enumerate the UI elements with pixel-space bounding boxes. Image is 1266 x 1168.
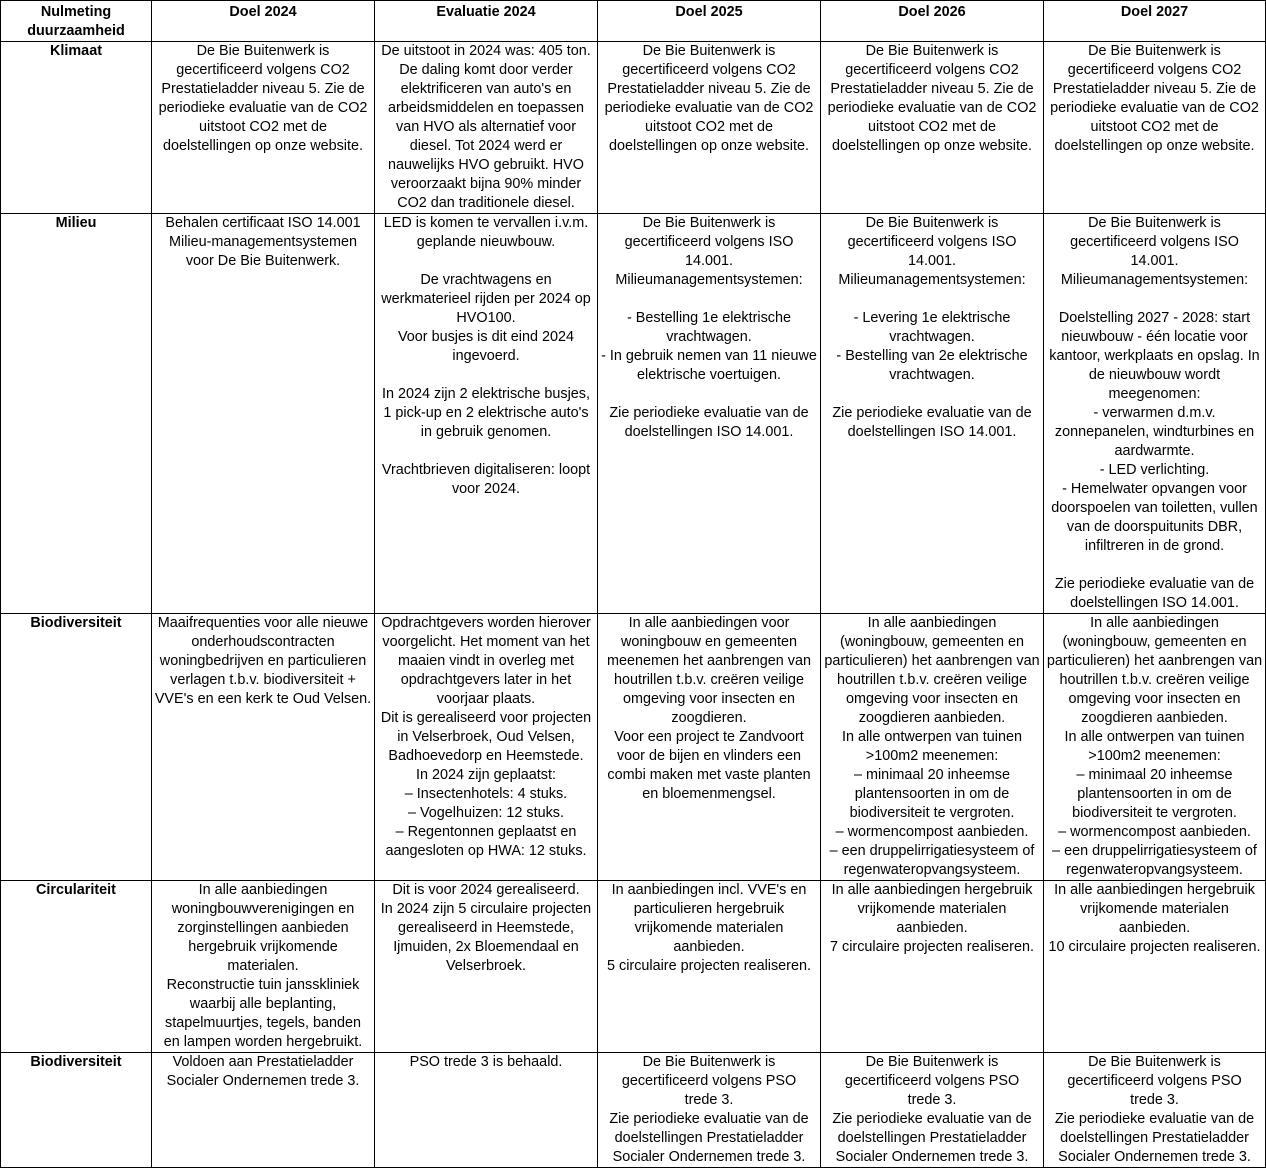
table-cell-line: van HVO als alternatief voor xyxy=(396,119,576,135)
column-header-line: Evaluatie 2024 xyxy=(436,4,536,20)
table-cell-line: doelstellingen op onze website. xyxy=(1054,138,1255,154)
table-cell-line: Milieumanagementsystemen: xyxy=(615,272,803,288)
table-cell-line: vrachtwagen. xyxy=(889,329,975,345)
table-cell-line: Badhoevedorp en Heemstede. xyxy=(388,748,584,764)
table-cell-line: Zie periodieke evaluatie van de xyxy=(1054,576,1255,592)
table-cell-line: vrijkomende materialen xyxy=(634,920,784,936)
table-cell-line: en bloemenmengsel. xyxy=(642,786,776,802)
table-cell-line: In alle ontwerpen van tuinen xyxy=(841,729,1022,745)
table-cell-line: doelstellingen Prestatieladder xyxy=(1060,1130,1249,1146)
table-cell-line xyxy=(823,290,1041,309)
table-cell-line: vrijkomende materialen xyxy=(857,901,1007,917)
table-cell-line: >100m2 meenemen: xyxy=(865,748,999,764)
table-cell-line: - Bestelling 1e elektrische xyxy=(627,310,791,326)
table-cell-line: aanbieden. xyxy=(1118,920,1191,936)
row-category-label: Biodiversiteit xyxy=(30,615,122,631)
table-cell-line: De Bie Buitenwerk is xyxy=(1088,215,1221,231)
table-cell-line: regenwateropvangsysteem. xyxy=(843,862,1021,878)
table-cell-line: Prestatieladder niveau 5. Zie de xyxy=(607,81,811,97)
table-cell-line: nauwelijks HVO gebruikt. HVO xyxy=(388,157,584,173)
table-cell-line: gecertificeerd volgens CO2 xyxy=(622,62,796,78)
table-cell-line: Prestatieladder niveau 5. Zie de xyxy=(161,81,365,97)
table-body xyxy=(1,42,1266,1168)
table-cell-line: gecertificeerd volgens PSO xyxy=(1067,1073,1242,1089)
table-cell-line: en lampen worden hergebruikt. xyxy=(163,1034,363,1050)
table-cell-line: Voldoen aan Prestatieladder xyxy=(172,1054,354,1070)
table-cell-line: Dit is gerealiseerd voor projecten xyxy=(380,710,592,726)
table-cell-line xyxy=(1046,556,1263,575)
table-cell-line: voorgelicht. Het moment van het xyxy=(382,634,590,650)
table-cell-line: materialen. xyxy=(227,958,299,974)
table-cell-line: uitstoot CO2 met de xyxy=(868,119,996,135)
table-cell-line: doelstellingen op onze website. xyxy=(608,138,809,154)
table-cell-line: aardwarmte. xyxy=(1114,443,1195,459)
row-category xyxy=(1,1053,152,1168)
table-row xyxy=(1,881,1266,1053)
table-cell-line: Velserbroek. xyxy=(446,958,526,974)
table-cell xyxy=(598,614,821,881)
column-header xyxy=(152,1,375,42)
table-cell-line: 14.001. xyxy=(1130,253,1179,269)
table-cell-line: De vrachtwagens en xyxy=(420,272,552,288)
table-cell-line: gecertificeerd volgens CO2 xyxy=(1067,62,1242,78)
column-header xyxy=(821,1,1044,42)
table-cell xyxy=(152,881,375,1053)
table-cell xyxy=(375,1053,598,1168)
table-cell-line: HVO100. xyxy=(456,310,516,326)
table-cell-line xyxy=(823,385,1041,404)
column-header-line: duurzaamheid xyxy=(27,23,125,39)
table-cell-line: 14.001. xyxy=(684,253,733,269)
column-header-line: Doel 2025 xyxy=(675,4,743,20)
table-cell-line: vrachtwagen. xyxy=(889,367,975,383)
table-cell-line: particulieren) het aanbrengen van xyxy=(1046,653,1263,669)
table-cell-line: Zie periodieke evaluatie van de xyxy=(832,1111,1032,1127)
table-cell-line: >100m2 meenemen: xyxy=(1088,748,1221,764)
table-row xyxy=(1,614,1266,881)
table-cell-line: Voor een project te Zandvoort xyxy=(614,729,804,745)
table-cell xyxy=(1044,214,1266,614)
column-header-line: Doel 2026 xyxy=(898,4,966,20)
table-cell-line: biodiversiteit te vergroten. xyxy=(1072,805,1237,821)
row-category-label: Milieu xyxy=(55,215,97,231)
column-header xyxy=(375,1,598,42)
table-cell-line: houtrillen t.b.v. creëren veilige xyxy=(836,672,1028,688)
table-cell-line: gecertificeerd volgens ISO xyxy=(1070,234,1239,250)
table-cell-line: zorginstellingen aanbieden xyxy=(177,920,349,936)
table-cell-line: particulieren) het aanbrengen van xyxy=(824,653,1040,669)
table-cell-line: gecertificeerd volgens ISO xyxy=(624,234,794,250)
table-cell-line: voorjaar plaats. xyxy=(436,691,536,707)
table-cell-line: 7 circulaire projecten realiseren. xyxy=(830,939,1034,955)
table-cell xyxy=(152,614,375,881)
column-header-line: Nulmeting xyxy=(40,4,112,20)
table-cell xyxy=(1044,1053,1266,1168)
table-cell-line: werkmaterieel rijden per 2024 op xyxy=(381,291,591,307)
table-cell-line: Voor busjes is dit eind 2024 xyxy=(397,329,574,345)
table-cell-line: opdrachtgevers later in het xyxy=(400,672,572,688)
table-cell-line: doelstellingen op onze website. xyxy=(162,138,363,154)
table-cell-line: Prestatieladder niveau 5. Zie de xyxy=(830,81,1034,97)
table-cell xyxy=(598,1053,821,1168)
table-cell-line: Milieu-managementsystemen xyxy=(169,234,357,250)
table-cell-line: De Bie Buitenwerk is xyxy=(865,215,999,231)
table-cell-line: In alle aanbiedingen xyxy=(198,882,328,898)
table-cell-line: trede 3. xyxy=(1130,1092,1179,1108)
row-category-label: Klimaat xyxy=(50,43,102,59)
row-category xyxy=(1,214,152,614)
table-cell-line: geplande nieuwbouw. xyxy=(416,234,556,250)
table-cell-line: In 2024 zijn 2 elektrische busjes, xyxy=(382,386,590,402)
table-cell-line: gecertificeerd volgens PSO xyxy=(621,1073,797,1089)
row-category xyxy=(1,614,152,881)
table-cell xyxy=(821,214,1044,614)
row-category xyxy=(1,42,152,214)
table-cell-line: (woningbouw, gemeenten en xyxy=(839,634,1024,650)
table-cell-line: - In gebruik nemen van 11 nieuwe xyxy=(601,348,817,364)
table-cell-line: doelstellingen Prestatieladder xyxy=(614,1130,804,1146)
table-cell-line: uitstoot CO2 met de xyxy=(1090,119,1219,135)
table-cell-line: van de doorspuitunits DBR, xyxy=(1066,519,1243,535)
table-row xyxy=(1,42,1266,214)
table-cell-line: - verwarmen d.m.v. xyxy=(1093,405,1216,421)
table-cell-line: periodieke evaluatie van de CO2 xyxy=(158,100,368,116)
table-cell-line: veroorzaakt bijna 90% minder xyxy=(390,176,582,192)
table-cell-line: doelstellingen Prestatieladder xyxy=(837,1130,1027,1146)
table-cell-line: voor 2024. xyxy=(451,481,520,497)
table-cell-line: gerealiseerd in Heemstede, xyxy=(398,920,574,936)
row-category-label: Biodiversiteit xyxy=(30,1054,122,1070)
table-cell-line: Socialer Ondernemen trede 3. xyxy=(835,1149,1029,1165)
table-cell-line: In alle aanbiedingen hergebruik xyxy=(831,882,1033,898)
table-cell-line xyxy=(1046,290,1263,309)
table-cell xyxy=(598,42,821,214)
column-header xyxy=(1,1,152,42)
table-cell xyxy=(375,42,598,214)
table-cell-line: zoogdieren. xyxy=(671,710,747,726)
table-cell-line: De Bie Buitenwerk is xyxy=(642,1054,776,1070)
table-cell-line: De Bie Buitenwerk is xyxy=(196,43,330,59)
table-cell-line: VVE's en een kerk te Oud Velsen. xyxy=(154,691,372,707)
column-header-line: Doel 2024 xyxy=(229,4,297,20)
table-cell-line: nieuwbouw - één locatie voor xyxy=(1061,329,1248,345)
table-cell-line: doelstellingen ISO 14.001. xyxy=(624,424,794,440)
table-cell-line xyxy=(600,385,818,404)
table-cell-line: elektrische voertuigen. xyxy=(637,367,781,383)
table-cell xyxy=(152,1053,375,1168)
table-cell xyxy=(598,881,821,1053)
table-cell-line: combi maken met vaste planten xyxy=(607,767,811,783)
table-cell xyxy=(1044,42,1266,214)
table-cell-line: Zie periodieke evaluatie van de xyxy=(832,405,1032,421)
table-cell-line: gecertificeerd volgens PSO xyxy=(844,1073,1020,1089)
table-cell-line: De uitstoot in 2024 was: 405 ton. xyxy=(381,43,591,59)
table-cell xyxy=(821,1053,1044,1168)
table-cell-line: omgeving voor insecten en xyxy=(1068,691,1241,707)
table-cell-line xyxy=(377,442,595,461)
column-header xyxy=(598,1,821,42)
table-cell-line: 14.001. xyxy=(907,253,956,269)
table-cell-line: – wormencompost aanbieden. xyxy=(835,824,1029,840)
table-cell-line: - Hemelwater opvangen voor xyxy=(1062,481,1247,497)
table-cell-line: Zie periodieke evaluatie van de xyxy=(609,405,809,421)
table-cell-line: periodieke evaluatie van de CO2 xyxy=(1050,100,1259,116)
table-cell-line: onderhoudscontracten xyxy=(191,634,335,650)
table-cell-line: Reconstructie tuin jansskliniek xyxy=(166,977,360,993)
table-cell-line: In 2024 zijn 5 circulaire projecten xyxy=(380,901,592,917)
table-cell-line: In aanbiedingen incl. VVE's en xyxy=(611,882,807,898)
table-cell xyxy=(152,214,375,614)
table-cell-line: Maaifrequenties voor alle nieuwe xyxy=(157,615,369,631)
table-cell-line: In alle aanbiedingen xyxy=(867,615,997,631)
table-cell-line: doelstellingen ISO 14.001. xyxy=(1070,595,1239,611)
table-cell-line: elektrificeren van auto's en xyxy=(400,81,572,97)
table-cell-line: in Velserbroek, Oud Velsen, xyxy=(397,729,575,745)
table-cell-line: Prestatieladder niveau 5. Zie de xyxy=(1052,81,1257,97)
table-cell-line: – minimaal 20 inheemse xyxy=(854,767,1010,783)
table-row xyxy=(1,214,1266,614)
table-cell-line: aanbieden. xyxy=(896,920,968,936)
table-cell-line: diesel. Tot 2024 werd er xyxy=(409,138,563,154)
table-cell-line: biodiversiteit te vergroten. xyxy=(849,805,1015,821)
table-cell-line: - Levering 1e elektrische xyxy=(853,310,1011,326)
table-cell-line: aangesloten op HWA: 12 stuks. xyxy=(385,843,587,859)
table-cell-line: CO2 dan traditionele diesel. xyxy=(397,195,575,211)
table-cell-line: LED is komen te vervallen i.v.m. xyxy=(383,215,589,231)
table-cell xyxy=(821,42,1044,214)
table-cell-line: In alle aanbiedingen voor xyxy=(628,615,790,631)
table-cell-line: uitstoot CO2 met de xyxy=(199,119,327,135)
table-cell-line: meenemen het aanbrengen van xyxy=(606,653,812,669)
table-cell-line: kantoor, werkplaats en opslag. In xyxy=(1049,348,1260,364)
table-cell-line: - Bestelling van 2e elektrische xyxy=(836,348,1028,364)
table-cell-line: Socialer Ondernemen trede 3. xyxy=(1058,1149,1251,1165)
table-cell-line: gecertificeerd volgens CO2 xyxy=(176,62,350,78)
table-cell xyxy=(821,881,1044,1053)
table-cell-line: hergebruik vrijkomende xyxy=(188,939,338,955)
table-cell-line: De Bie Buitenwerk is xyxy=(642,215,776,231)
table-cell-line: arbeidsmiddelen en toepassen xyxy=(387,100,584,116)
table-cell-line xyxy=(600,290,818,309)
table-row xyxy=(1,1053,1266,1168)
table-cell-line: regenwateropvangsysteem. xyxy=(1066,862,1243,878)
table-cell-line: Opdrachtgevers worden hierover xyxy=(381,615,591,631)
table-cell-line: voor de bijen en vlinders een xyxy=(616,748,801,764)
table-cell-line: trede 3. xyxy=(684,1092,734,1108)
table-cell-line: periodieke evaluatie van de CO2 xyxy=(604,100,814,116)
table-cell-line: stapelmuurtjes, tegels, banden xyxy=(165,1015,361,1031)
table-cell-line: PSO trede 3 is behaald. xyxy=(409,1054,563,1070)
column-header xyxy=(1044,1,1266,42)
table-cell-line xyxy=(377,252,595,271)
column-header-line: Doel 2027 xyxy=(1120,4,1189,20)
table-cell-line: Doelstelling 2027 - 2028: start xyxy=(1058,310,1251,326)
table-cell-line: De Bie Buitenwerk is xyxy=(1088,1054,1221,1070)
table-cell-line: Ijmuiden, 2x Bloemendaal en xyxy=(393,939,579,955)
table-cell-line: (woningbouw, gemeenten en xyxy=(1062,634,1247,650)
table-cell xyxy=(1044,614,1266,881)
table-cell-line: Milieumanagementsystemen: xyxy=(838,272,1026,288)
table-cell-line: Behalen certificaat ISO 14.001 xyxy=(165,215,361,231)
table-cell-line: woningbedrijven en particulieren xyxy=(159,653,367,669)
table-cell-line: houtrillen t.b.v. creëren veilige xyxy=(1059,672,1250,688)
table-cell-line: doorspoelen van toiletten, vullen xyxy=(1051,500,1258,516)
table-cell-line: zoogdieren aanbieden. xyxy=(858,710,1006,726)
row-category-label: Circulariteit xyxy=(36,882,116,898)
table-cell-line: de nieuwbouw wordt xyxy=(1088,367,1221,383)
table-cell-line: De Bie Buitenwerk is xyxy=(642,43,776,59)
table-cell-line: omgeving voor insecten en xyxy=(623,691,795,707)
table-cell-line: 10 circulaire projecten realiseren. xyxy=(1048,939,1261,955)
table-cell-line: De daling komt door verder xyxy=(399,62,573,78)
table-cell-line: woningbouwverenigingen en xyxy=(171,901,355,917)
table-cell-line: Zie periodieke evaluatie van de xyxy=(1054,1111,1255,1127)
table-cell-line: Milieumanagementsystemen: xyxy=(1060,272,1249,288)
table-cell-line: verlagen t.b.v. biodiversiteit + xyxy=(170,672,356,688)
table-cell-line: in gebruik genomen. xyxy=(420,424,552,440)
table-cell-line: doelstellingen op onze website. xyxy=(831,138,1032,154)
table-cell-line: gecertificeerd volgens ISO xyxy=(847,234,1017,250)
table-cell-line: In alle aanbiedingen hergebruik xyxy=(1054,882,1255,898)
table-cell-line: – wormencompost aanbieden. xyxy=(1058,824,1251,840)
table-cell-line: Socialer Ondernemen trede 3. xyxy=(166,1073,360,1089)
table-cell-line: – Insectenhotels: 4 stuks. xyxy=(404,786,568,802)
table-cell xyxy=(1044,881,1266,1053)
table-cell-line: periodieke evaluatie van de CO2 xyxy=(827,100,1037,116)
table-cell-line: ingevoerd. xyxy=(452,348,520,364)
table-cell-line: voor De Bie Buitenwerk. xyxy=(185,253,341,269)
table-cell-line: zoogdieren aanbieden. xyxy=(1081,710,1228,726)
table-cell xyxy=(375,214,598,614)
table-cell-line: In alle aanbiedingen xyxy=(1090,615,1219,631)
table-cell xyxy=(375,881,598,1053)
table-cell xyxy=(375,614,598,881)
table-cell-line: trede 3. xyxy=(907,1092,957,1108)
table-cell-line: Dit is voor 2024 gerealiseerd. xyxy=(392,882,580,898)
header-row xyxy=(1,1,1266,42)
table-cell-line: gecertificeerd volgens CO2 xyxy=(845,62,1019,78)
table-cell-line: meegenomen: xyxy=(1108,386,1201,402)
table-cell xyxy=(821,614,1044,881)
table-cell-line: particulieren hergebruik xyxy=(633,901,785,917)
table-cell-line: vrachtwagen. xyxy=(666,329,752,345)
table-cell xyxy=(152,42,375,214)
table-cell-line: In alle ontwerpen van tuinen xyxy=(1064,729,1245,745)
table-cell-line: 1 pick-up en 2 elektrische auto's xyxy=(383,405,589,421)
table-cell-line: De Bie Buitenwerk is xyxy=(865,43,999,59)
table-cell-line: doelstellingen ISO 14.001. xyxy=(847,424,1017,440)
table-cell-line: Vrachtbrieven digitaliseren: loopt xyxy=(381,462,591,478)
table-cell-line: – een druppelirrigatiesysteem of xyxy=(829,843,1035,859)
table-cell-line: – Vogelhuizen: 12 stuks. xyxy=(407,805,564,821)
table-cell-line: plantensoorten in om de xyxy=(1077,786,1232,802)
row-category xyxy=(1,881,152,1053)
table-cell-line: In 2024 zijn geplaatst: xyxy=(415,767,556,783)
table-cell-line: Zie periodieke evaluatie van de xyxy=(609,1111,809,1127)
table-cell-line: plantensoorten in om de xyxy=(854,786,1010,802)
table-cell-line: – Regentonnen geplaatst en xyxy=(395,824,577,840)
table-cell-line: waarbij alle beplanting, xyxy=(189,996,337,1012)
table-cell-line: aanbieden. xyxy=(673,939,745,955)
table-cell xyxy=(598,214,821,614)
table-cell-line: woningbouw en gemeenten xyxy=(620,634,798,650)
table-cell-line: – een druppelirrigatiesysteem of xyxy=(1052,843,1257,859)
table-cell-line: omgeving voor insecten en xyxy=(846,691,1018,707)
table-cell-line: uitstoot CO2 met de xyxy=(645,119,773,135)
table-cell-line: 5 circulaire projecten realiseren. xyxy=(607,958,811,974)
table-cell-line: infiltreren in de grond. xyxy=(1084,538,1225,554)
table-cell-line: vrijkomende materialen xyxy=(1080,901,1229,917)
table-cell-line: zonnepanelen, windturbines en xyxy=(1054,424,1255,440)
table-cell-line: De Bie Buitenwerk is xyxy=(1088,43,1221,59)
table-cell-line: De Bie Buitenwerk is xyxy=(865,1054,999,1070)
table-cell-line: houtrillen t.b.v. creëren veilige xyxy=(613,672,805,688)
table-cell-line: – minimaal 20 inheemse xyxy=(1076,767,1233,783)
table-cell-line xyxy=(377,366,595,385)
table-cell-line: Socialer Ondernemen trede 3. xyxy=(612,1149,806,1165)
table-cell-line: maaien vindt in overleg met xyxy=(398,653,574,669)
table-cell-line: - LED verlichting. xyxy=(1099,462,1210,478)
